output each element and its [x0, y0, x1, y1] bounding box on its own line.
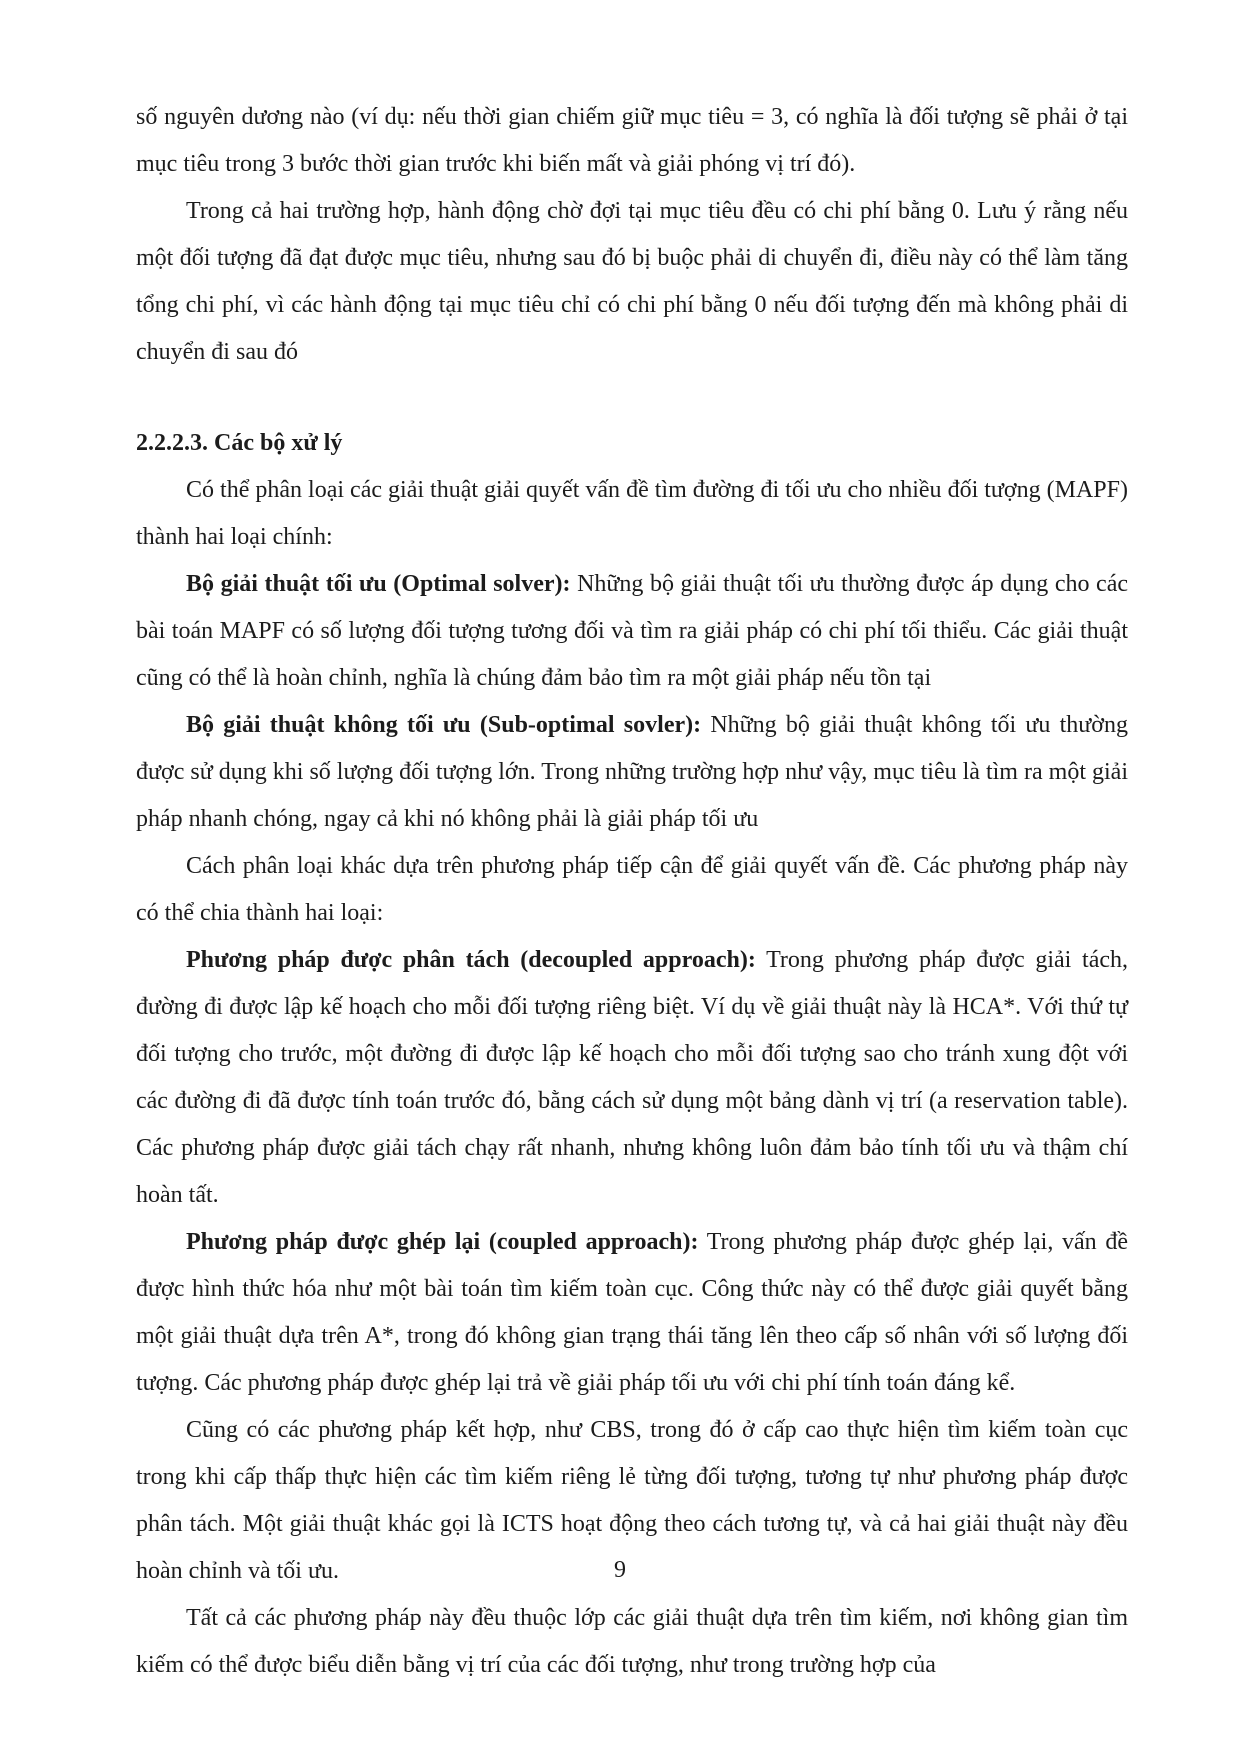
paragraph	[136, 561, 1128, 702]
paragraph-text: số nguyên dương nào (ví dụ: nếu thời gian chiếm giữ mục tiêu = 3, có nghĩa là đối tượng sẽ phải ở tại mục tiêu trong 3 bước thời gian trước khi biến mất và giải phóng vị trí đó).	[136, 104, 1128, 177]
paragraph-lead-bold: Bộ giải thuật tối ưu (Optimal solver):	[186, 571, 571, 597]
paragraph-text: Những bộ giải thuật không tối ưu thường được sử dụng khi số lượng đối tượng lớn. Trong những trường hợp như vậy, mục tiêu là tìm ra một giải pháp nhanh chóng, ngay cả khi nó không phải là giải pháp tối ưu	[136, 712, 1129, 832]
paragraph-lead-bold: Phương pháp được phân tách (decoupled approach):	[186, 947, 756, 973]
paragraph-text: Có thể phân loại các giải thuật giải quyết vấn đề tìm đường đi tối ưu cho nhiều đối tượng (MAPF) thành hai loại chính:	[136, 477, 1128, 550]
paragraph	[136, 937, 1128, 1219]
paragraph-text: Trong cả hai trường hợp, hành động chờ đợi tại mục tiêu đều có chi phí bằng 0. Lưu ý rằng nếu một đối tượng đã đạt được mục tiêu, nhưng sau đó bị buộc phải di chuyển đi, điều này có thể làm tăng tổng chi phí, vì các hành động tại mục tiêu chỉ có chi phí bằng 0 nếu đối tượng đến mà không phải di chuyển đi sau đó	[136, 198, 1128, 365]
section-heading: 2.2.2.3. Các bộ xử lý	[136, 430, 343, 456]
paragraph-text: Trong phương pháp được ghép lại, vấn đề được hình thức hóa như một bài toán tìm kiếm toàn cục. Công thức này có thể được giải quyết bằng một giải thuật dựa trên A*, trong đó không gian trạng thái tăng lên theo cấp số nhân với số lượng đối tượng. Các phương pháp được ghép lại trả về giải pháp tối ưu với chi phí tính toán đáng kể.	[136, 1229, 1128, 1396]
paragraph-text: Tất cả các phương pháp này đều thuộc lớp các giải thuật dựa trên tìm kiếm, nơi không gian tìm kiếm có thể được biểu diễn bằng vị trí của các đối tượng, như trong trường hợp của	[136, 1605, 1128, 1678]
paragraph-text: Trong phương pháp được giải tách, đường đi được lập kế hoạch cho mỗi đối tượng riêng biệt. Ví dụ về giải thuật này là HCA*. Với thứ tự đối tượng cho trước, một đường đi được lập kế hoạch cho mỗi đối tượng sao cho tránh xung đột với các đường đi đã được tính toán trước đó, bằng cách sử dụng một bảng dành vị trí (a reservation table). Các phương pháp được giải tách chạy rất nhanh, nhưng không luôn đảm bảo tính tối ưu và thậm chí hoàn tất.	[136, 947, 1128, 1208]
document-content	[136, 94, 1128, 1689]
paragraph-text: Cũng có các phương pháp kết hợp, như CBS, trong đó ở cấp cao thực hiện tìm kiếm toàn cục trong khi cấp thấp thực hiện các tìm kiếm riêng lẻ từng đối tượng, tương tự như phương pháp được phân tách. Một giải thuật khác gọi là ICTS hoạt động theo cách tương tự, và cả hai giải thuật này đều hoàn chỉnh và tối ưu.	[136, 1417, 1128, 1584]
paragraph	[136, 702, 1128, 843]
paragraph-lead-bold: Phương pháp được ghép lại (coupled approach):	[186, 1229, 699, 1255]
paragraph	[136, 1595, 1128, 1689]
paragraph-text: Những bộ giải thuật tối ưu thường được áp dụng cho các bài toán MAPF có số lượng đối tượng tương đối và tìm ra giải pháp có chi phí tối thiểu. Các giải thuật cũng có thể là hoàn chỉnh, nghĩa là chúng đảm bảo tìm ra một giải pháp nếu tồn tại	[136, 571, 1129, 691]
paragraph	[136, 94, 1128, 188]
paragraph-lead-bold: Bộ giải thuật không tối ưu (Sub-optimal sovler):	[186, 712, 702, 738]
paragraph	[136, 188, 1128, 376]
paragraph-text: Cách phân loại khác dựa trên phương pháp tiếp cận để giải quyết vấn đề. Các phương pháp này có thể chia thành hai loại:	[136, 853, 1128, 926]
paragraph	[136, 1407, 1128, 1595]
paragraph	[136, 467, 1128, 561]
paragraph	[136, 843, 1128, 937]
paragraph	[136, 1219, 1128, 1407]
page-number: 9	[614, 1557, 626, 1583]
